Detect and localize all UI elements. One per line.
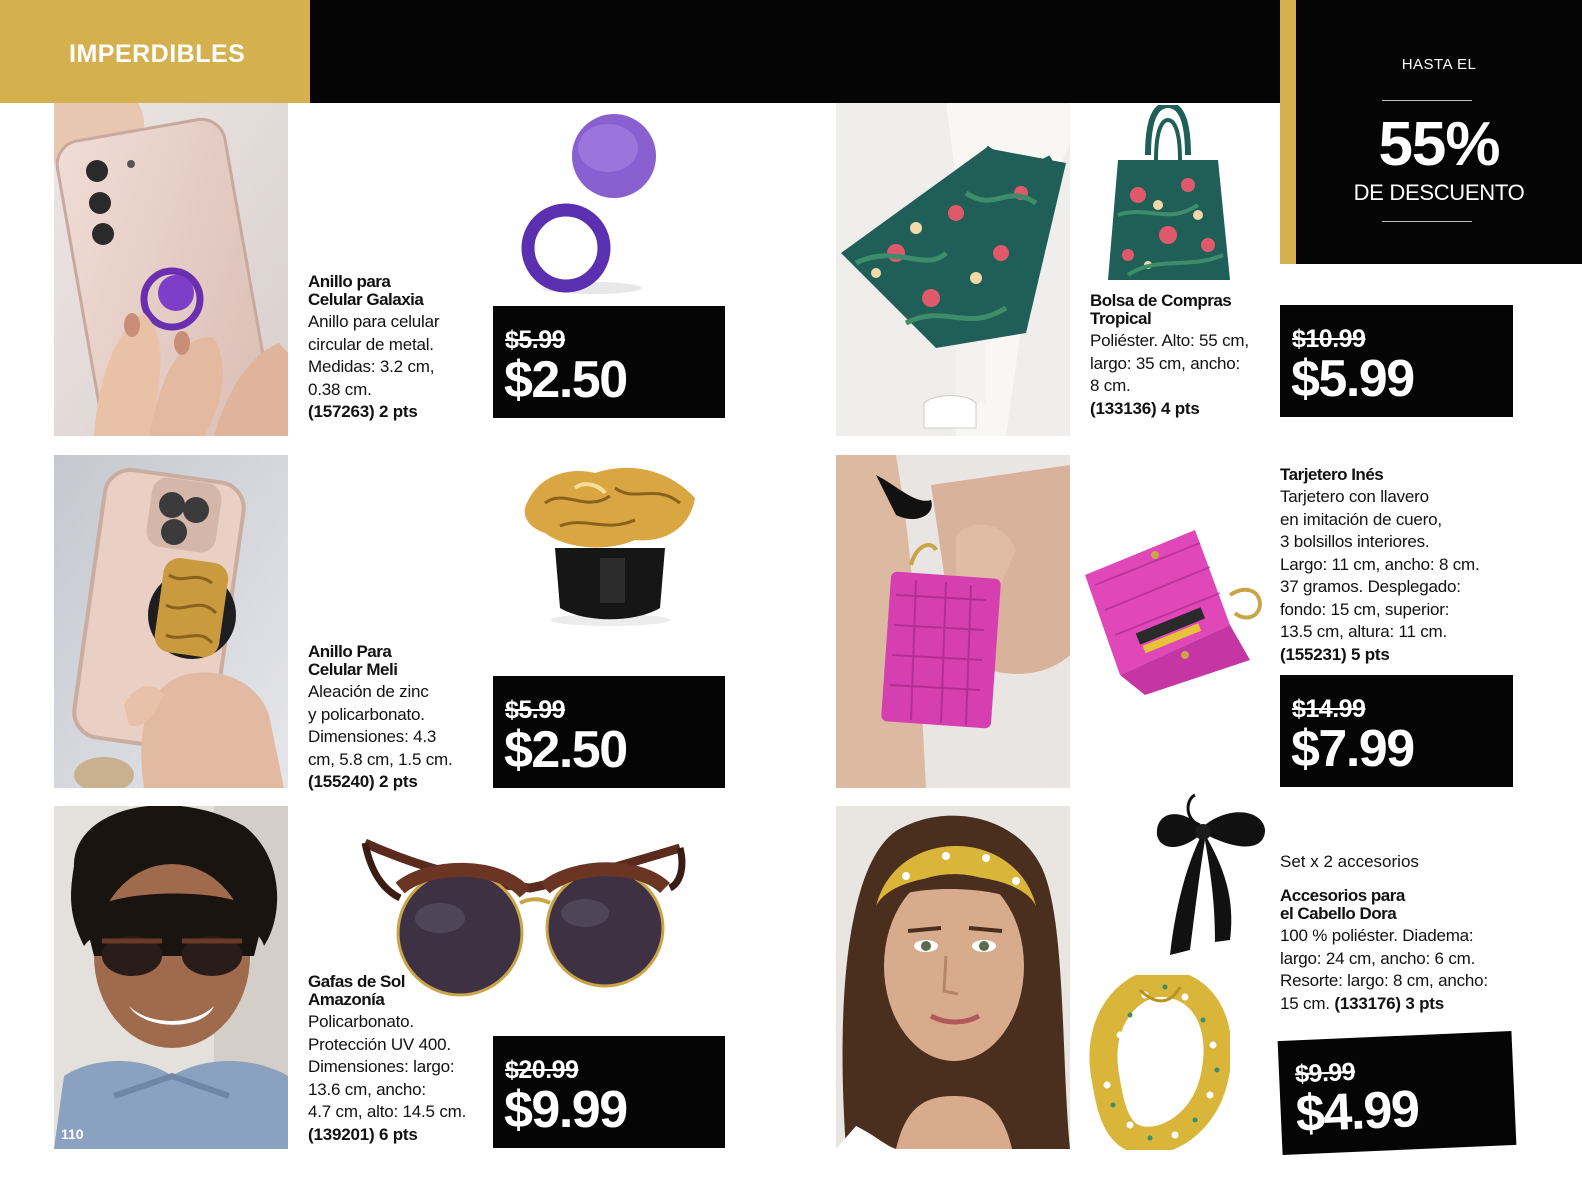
promo-subtitle: DE DESCUENTO [1353,180,1525,205]
product-tropical-name-2: Tropical [1090,309,1152,328]
product-image-card-holder [1080,525,1270,695]
product-galaxia-desc-3: Medidas: 3.2 cm, [308,357,435,376]
photo-sunglasses-model [54,806,288,1149]
product-dora-set-label: Set x 2 accesorios [1280,852,1419,871]
product-ines-text [1280,466,1540,666]
product-dora-name-2: el Cabello Dora [1280,904,1397,923]
product-galaxia-desc-4: 0.38 cm. [308,379,372,399]
product-tropical-name-1: Bolsa de Compras [1090,291,1232,310]
section-tag-label: IMPERDIBLES [69,40,246,68]
section-tag [0,0,310,103]
product-dora-desc-4 [1280,993,1550,1016]
product-ines-desc-1: Tarjetero con llavero [1280,487,1429,506]
photo-phone-ring-galaxia [54,103,288,436]
photo-phone-ring-meli [54,455,288,788]
photo-tropical-bag-model [836,103,1070,436]
product-image-tropical-bag [1098,105,1238,285]
product-dora-desc-last: 15 cm. [1280,993,1330,1013]
product-meli-text [308,643,488,794]
product-meli-desc-1: Aleación de zinc [308,682,429,701]
product-tropical-code: (133136) 4 pts [1090,398,1200,418]
price-box-galaxia [493,306,725,418]
promo-inner [1296,0,1582,264]
promo-percent: 55% [1378,110,1500,179]
price-box-ines [1280,675,1513,787]
promo-divider-top [1382,100,1472,101]
product-galaxia-desc-2: circular de metal. [308,334,434,354]
new-price-meli: $2.50 [504,721,627,779]
product-tropical-desc-2: largo: 35 cm, ancho: [1090,353,1241,373]
old-price-ines: $14.99 [1292,695,1366,723]
old-price-dora: $9.99 [1294,1057,1356,1089]
new-price-tropical: $5.99 [1291,350,1414,408]
old-price-galaxia: $5.99 [505,326,566,354]
product-amazonia-desc-1: Policarbonato. [308,1012,414,1031]
photo-card-holder-model [836,455,1070,788]
product-galaxia-name-2: Celular Galaxia [308,290,424,309]
product-dora-code: (133176) 3 pts [1334,993,1445,1013]
product-ines-code: (155231) 5 pts [1280,644,1390,664]
photo-headband-model [836,806,1070,1149]
product-meli-desc-4: cm, 5.8 cm, 1.5 cm. [308,749,453,769]
product-image-meli-grip [515,458,705,628]
product-meli-name-2: Celular Meli [308,660,398,679]
old-price-tropical: $10.99 [1292,325,1366,353]
product-meli-desc-2: y policarbonato. [308,704,425,724]
product-ines-desc-2: en imitación de cuero, [1280,509,1442,529]
product-meli-code: (155240) 2 pts [308,772,418,791]
product-galaxia-code: (157263) 2 pts [308,402,418,421]
product-amazonia-name-2: Amazonía [308,990,385,1009]
price-box-meli [493,676,725,788]
product-ines-desc-7: 13.5 cm, altura: 11 cm. [1280,622,1448,641]
product-amazonia-desc-3: Dimensiones: largo: [308,1057,455,1076]
product-dora-desc-1: 100 % poliéster. Diadema: [1280,926,1474,945]
product-meli-name-1: Anillo Para [308,642,392,661]
product-amazonia-desc-5: 4.7 cm, alto: 14.5 cm. [308,1102,467,1121]
product-amazonia-text [308,973,493,1146]
product-amazonia-desc-4: 13.6 cm, ancho: [308,1079,426,1099]
old-price-meli: $5.99 [505,696,566,724]
promo-divider-bottom [1382,221,1472,222]
product-ines-desc-3: 3 bolsillos interiores. [1280,532,1430,551]
product-amazonia-name-1: Gafas de Sol [308,972,405,991]
price-box-amazonia [493,1036,725,1148]
product-image-galaxia-ring [500,108,670,298]
product-dora-desc-2: largo: 24 cm, ancho: 6 cm. [1280,948,1476,968]
product-galaxia-desc-1: Anillo para celular [308,312,440,331]
product-galaxia-text [308,273,488,424]
promo-box [1280,0,1582,264]
new-price-ines: $7.99 [1291,720,1414,778]
old-price-amazonia: $20.99 [505,1056,579,1084]
product-tropical-desc-1: Poliéster. Alto: 55 cm, [1090,331,1249,350]
product-tropical-text [1090,292,1275,420]
product-dora-text [1280,887,1550,1015]
product-dora-name-1: Accesorios para [1280,886,1405,905]
product-dora-desc-3: Resorte: largo: 8 cm, ancho: [1280,971,1488,990]
promo-top-text: HASTA EL [1401,56,1477,73]
header-bar [310,0,1280,103]
product-image-hair-bow [1145,790,1275,965]
price-box-dora [1278,1031,1517,1155]
product-ines-desc-4: Largo: 11 cm, ancho: 8 cm. [1280,554,1480,574]
product-tropical-desc-3: 8 cm. [1090,376,1131,395]
product-ines-desc-6: fondo: 15 cm, superior: [1280,599,1450,619]
new-price-dora: $4.99 [1294,1080,1420,1144]
product-amazonia-code: (139201) 6 pts [308,1124,418,1144]
product-amazonia-desc-2: Protección UV 400. [308,1034,451,1054]
product-galaxia-name-1: Anillo para [308,272,391,291]
product-ines-desc-5: 37 gramos. Desplegado: [1280,577,1461,596]
price-box-tropical [1280,305,1513,417]
product-meli-desc-3: Dimensiones: 4.3 [308,727,437,746]
product-ines-name: Tarjetero Inés [1280,465,1384,484]
new-price-amazonia: $9.99 [504,1081,627,1139]
product-image-headband [1085,975,1230,1150]
page-number: 110 [61,1126,84,1142]
new-price-galaxia: $2.50 [504,351,627,409]
